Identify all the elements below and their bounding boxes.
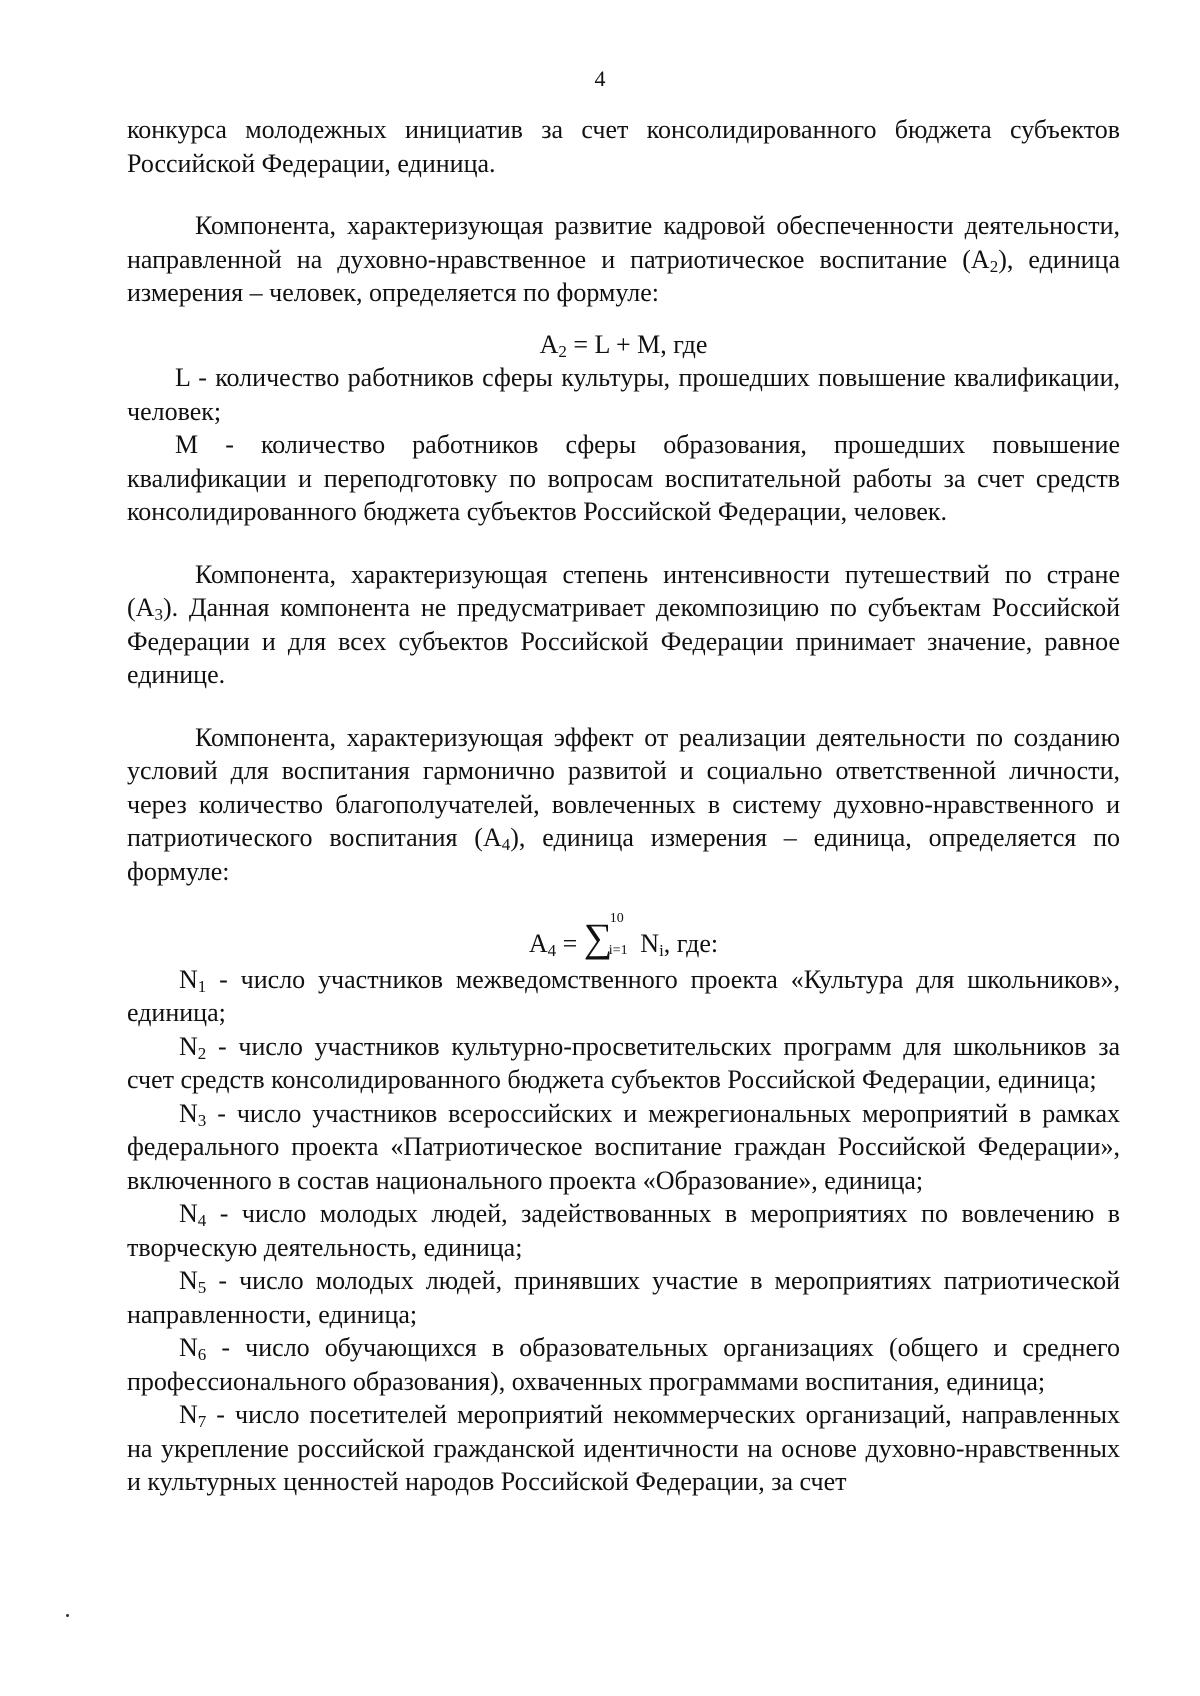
n-symbol: N	[179, 1199, 198, 1228]
summation-icon	[583, 911, 634, 960]
n-subscript: 7	[197, 1412, 207, 1431]
n-subscript: 4	[197, 1211, 207, 1230]
subscript: 4	[501, 835, 511, 854]
n-definition	[127, 1264, 1120, 1331]
paragraph-a4	[127, 721, 1120, 889]
n-definition	[127, 963, 1120, 1030]
page-body	[127, 113, 1120, 1499]
subscript: 3	[154, 605, 163, 624]
n-text: - число участников всероссийских и межрегиональных мероприятий в рамках федерального проекта «Патриотическое воспитание граждан Российской Федерации», включенного в состав национального проекта «Образование», единица;	[127, 1098, 1120, 1195]
n-definition	[127, 1331, 1120, 1398]
paragraph-text: Компонента, характеризующая развитие кадровой обеспеченности деятельности, направленной на духовно-нравственное и патриотическое воспитание (А	[127, 211, 1120, 274]
n-subscript: 3	[197, 1110, 207, 1130]
scan-speck	[66, 1614, 69, 1617]
formula-a2	[127, 328, 1120, 362]
paragraph-a3	[127, 558, 1120, 692]
formula-lhs: A	[528, 929, 548, 958]
n-symbol: N	[179, 1098, 198, 1128]
definition-l: L - количество работников сферы культуры, прошедших повышение квалификации, человек;	[127, 363, 1120, 426]
paragraph-text: Компонента, характеризующая эффект от реализации деятельности по созданию условий для воспитания гармонично развитой и социально ответственной личности, через количество благополучателей, вовлеченных в систему духовно-нравственного и патриотического воспитания (А	[127, 722, 1120, 852]
sum-upper-limit: 10	[609, 911, 624, 926]
n-definition	[127, 1030, 1120, 1097]
paragraph-continuation: конкурса молодежных инициатив за счет консолидированного бюджета субъектов Российской Федерации, единица.	[127, 115, 1120, 178]
sigma-symbol: ∑	[583, 915, 613, 960]
n-symbol: N	[179, 964, 198, 994]
formula-term: N	[633, 929, 660, 958]
paragraph-text-tail: ), единица измерения – человек, определяется по формуле:	[127, 244, 1121, 307]
formula-lhs-subscript: 2	[558, 341, 567, 361]
subscript: 2	[989, 256, 999, 276]
formula-lhs: А	[539, 329, 559, 359]
page-number: 4	[594, 66, 606, 91]
sum-lower-limit: i=1	[608, 943, 628, 958]
n-text: - число молодых людей, задействованных в мероприятиях по вовлечению в творческую деятельность, единица;	[127, 1199, 1120, 1262]
n-subscript: 5	[197, 1278, 207, 1297]
paragraph-text-tail: ). Данная компонента не предусматривает декомпозицию по субъектам Российской Федерации и для всех субъектов Российской Федерации принимает значение, равное единице.	[127, 593, 1120, 689]
formula-equals: =	[556, 929, 584, 958]
n-text: - число обучающихся в образовательных организациях (общего и среднего профессионального образования), охваченных программами воспитания, единица;	[127, 1333, 1120, 1396]
definition-m: M - количество работников сферы образования, прошедших повышение квалификации и переподготовку по вопросам воспитательной работы за счет средств консолидированного бюджета субъектов Российской Федерации, человек.	[127, 430, 1120, 526]
n-definition	[127, 1097, 1120, 1198]
n-subscript: 2	[197, 1043, 207, 1063]
paragraph-text-tail: ), единица измерения – единица, определяется по формуле:	[127, 823, 1120, 886]
n-subscript: 6	[197, 1345, 207, 1364]
formula-a4	[127, 911, 1120, 961]
n-text: - число посетителей мероприятий некоммерческих организаций, направленных на укрепление российской гражданской идентичности на основе духовно-нравственных и культурных ценностей народов Российской Федерации, за счет	[127, 1400, 1120, 1496]
n-symbol: N	[179, 1333, 198, 1362]
formula-tail: , где:	[663, 929, 719, 958]
n-definitions-list	[127, 963, 1120, 1499]
n-subscript: 1	[197, 976, 207, 996]
n-symbol: N	[179, 1400, 198, 1429]
formula-term-subscript: i	[659, 941, 664, 960]
n-text: - число участников культурно-просветительских программ для школьников за счет средств консолидированного бюджета субъектов Российской Федерации, единица;	[127, 1031, 1120, 1094]
paragraph-a2	[127, 209, 1120, 310]
paragraph-text: Компонента, характеризующая степень интенсивности путешествий по стране (А	[127, 559, 1120, 622]
n-text: - число участников межведомственного проекта «Культура для школьников», единица;	[127, 964, 1120, 1027]
n-symbol: N	[179, 1031, 198, 1061]
n-definition	[127, 1398, 1120, 1499]
formula-lhs-subscript: 4	[547, 941, 557, 960]
n-definition	[127, 1197, 1120, 1264]
n-symbol: N	[179, 1266, 198, 1295]
n-text: - число молодых людей, принявших участие в мероприятиях патриотической направленности, единица;	[127, 1266, 1120, 1329]
formula-rhs: = L + M, где	[566, 329, 708, 359]
